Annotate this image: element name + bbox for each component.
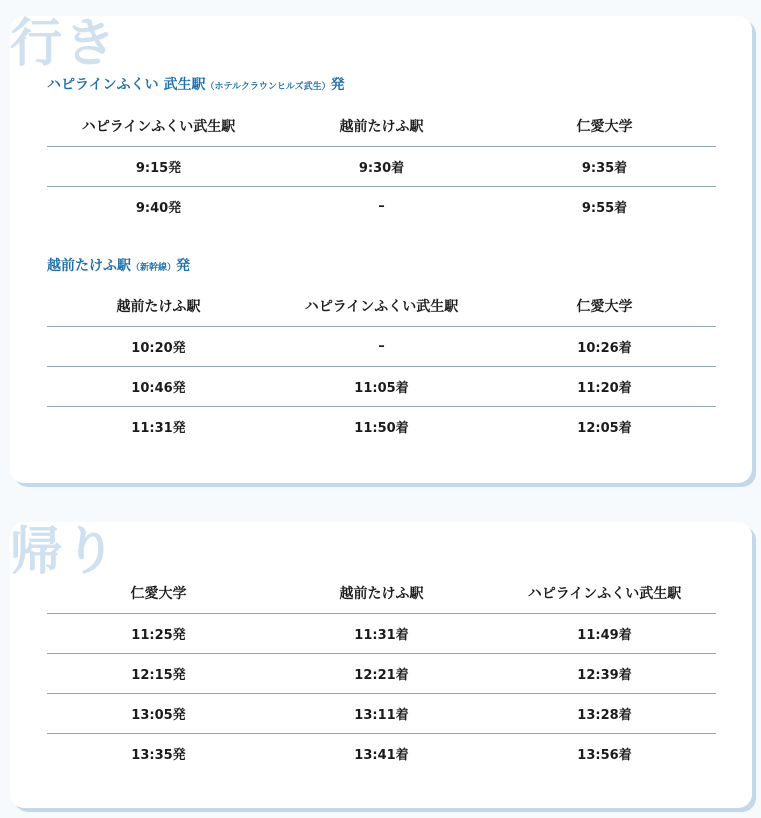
- route-title-suffix: 発: [176, 258, 191, 274]
- time-cell: 10:20発: [47, 327, 270, 367]
- time-cell: 12:21着: [270, 654, 493, 694]
- route-title-note: （ホテルクラウンヒルズ武生）: [205, 82, 331, 92]
- column-header: ハピラインふくい武生駅: [270, 286, 493, 327]
- time-cell: 13:05発: [47, 694, 270, 734]
- table-row: [47, 327, 716, 367]
- table-row: [47, 187, 716, 227]
- time-cell: 12:39着: [493, 654, 716, 694]
- time-cell: 11:05着: [270, 367, 493, 407]
- timetable-route-2: [47, 286, 716, 446]
- table-row: [47, 614, 716, 654]
- table-row: [47, 147, 716, 187]
- column-header: 仁愛大学: [493, 106, 716, 147]
- timetable-return: [47, 573, 716, 773]
- column-header: 仁愛大学: [47, 573, 270, 614]
- column-header: ハピラインふくい武生駅: [493, 573, 716, 614]
- column-header: 越前たけふ駅: [47, 286, 270, 327]
- outbound-heading: 行き: [10, 14, 119, 74]
- time-cell: 9:15発: [47, 147, 270, 187]
- table-row: [47, 367, 716, 407]
- route-title-echizen-takefu: [47, 255, 190, 275]
- table-row: [47, 654, 716, 694]
- route-title-takefu-station: [47, 74, 345, 94]
- column-header: 仁愛大学: [493, 286, 716, 327]
- time-cell: 13:35発: [131, 748, 186, 763]
- time-cell: –: [270, 327, 493, 367]
- time-cell: –: [378, 199, 385, 214]
- table-row: [47, 694, 716, 734]
- column-header: ハピラインふくい武生駅: [47, 106, 270, 147]
- time-cell: 10:46発: [47, 367, 270, 407]
- time-cell: 9:35着: [493, 147, 716, 187]
- time-cell: 11:31着: [270, 614, 493, 654]
- time-cell: 9:40発: [135, 201, 182, 216]
- outbound-card: [10, 16, 752, 483]
- time-cell: 12:15発: [47, 654, 270, 694]
- time-cell: 13:28着: [493, 694, 716, 734]
- column-header: 越前たけふ駅: [270, 573, 493, 614]
- return-heading: 帰り: [10, 522, 119, 582]
- table-row: [47, 734, 716, 774]
- time-cell: 10:26着: [493, 327, 716, 367]
- column-header: 越前たけふ駅: [270, 106, 493, 147]
- table-header-row: [47, 106, 716, 147]
- table-header-row: [47, 286, 716, 327]
- time-cell: 13:41着: [354, 748, 409, 763]
- time-cell: 13:11着: [270, 694, 493, 734]
- time-cell: 11:31発: [131, 421, 186, 436]
- time-cell: 12:05着: [577, 421, 632, 436]
- route-title-text: ハピラインふくい 武生駅: [47, 77, 206, 93]
- time-cell: 11:20着: [493, 367, 716, 407]
- time-cell: 11:49着: [493, 614, 716, 654]
- time-cell: 13:56着: [577, 748, 632, 763]
- route-title-note: （新幹線）: [131, 263, 177, 273]
- timetable-route-1: [47, 106, 716, 226]
- time-cell: 9:30着: [270, 147, 493, 187]
- time-cell: 9:55着: [581, 201, 628, 216]
- time-cell: 11:50着: [354, 421, 409, 436]
- route-title-text: 越前たけふ駅: [47, 258, 131, 274]
- table-row: [47, 407, 716, 447]
- time-cell: 11:25発: [47, 614, 270, 654]
- return-card: [10, 522, 752, 808]
- route-title-suffix: 発: [330, 77, 345, 93]
- table-header-row: [47, 573, 716, 614]
